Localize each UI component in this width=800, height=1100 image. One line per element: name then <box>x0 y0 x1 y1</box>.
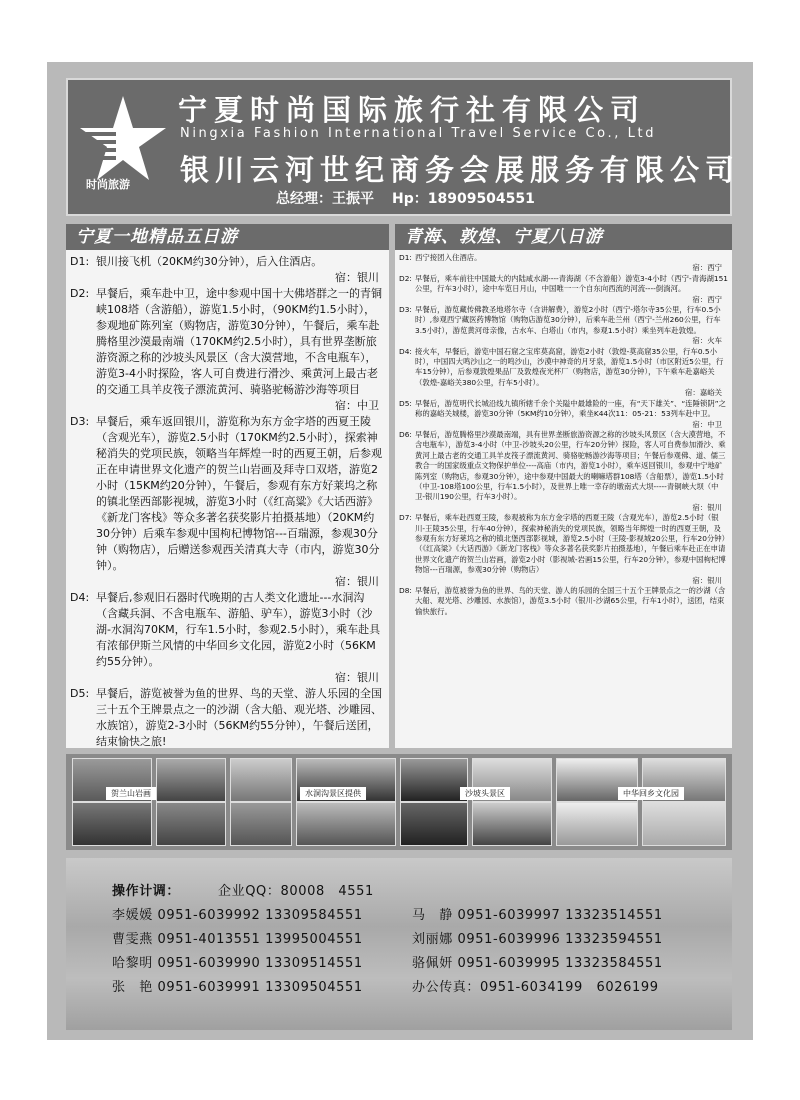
overnight-location: 宿：嘉峪关 <box>685 388 722 398</box>
photo-tile <box>472 802 552 846</box>
photo-caption: 中华回乡文化园 <box>618 787 684 800</box>
photo-tile <box>642 802 726 846</box>
manager-name: 总经理：王振平 <box>276 191 374 207</box>
day-description: 早餐后，游览被誉为鱼的世界、鸟的天堂、游人乐园的全国三十五个王牌景点之一的沙湖（含大船、观光塔、沙雕园、水族馆），游览2-3小时（56KM约55分钟），午餐后送团，结束愉快之旅! <box>96 687 382 748</box>
contact-mobile: 13309584551 <box>265 908 363 923</box>
day-description: 早餐后，游览明代长城沿线九镇所辖千余个关隘中最雄险的一座，有“天下雄关”、“连陲锁阴”之称的嘉峪关城楼，游览30分钟（5KM约10分钟），乘坐K44次11：05-21：53列车赴中卫。 <box>415 398 726 419</box>
photo-caption: 贺兰山岩画 <box>106 787 156 800</box>
day-label: D3: <box>399 305 412 315</box>
eight-day-itinerary <box>395 250 732 617</box>
overnight-location: 宿：银川 <box>692 502 722 512</box>
overnight-location: 宿：银川 <box>335 671 379 684</box>
photo-caption: 沙坡头景区 <box>460 787 510 800</box>
contact-row <box>112 928 363 947</box>
contact-mobile: 13323594551 <box>565 932 663 947</box>
contact-phone: 0951-6039992 <box>157 908 261 923</box>
photo-tile <box>230 758 292 802</box>
overnight-location: 宿：银川 <box>335 575 379 588</box>
header-banner <box>66 78 741 216</box>
overnight-location: 宿：中卫 <box>692 419 722 429</box>
overnight-location: 宿：西宁 <box>692 294 722 304</box>
fax-label: 办公传真： <box>412 980 481 995</box>
itinerary-day <box>399 253 728 263</box>
photo-tile <box>156 758 226 802</box>
contact-mobile: 13309514551 <box>265 956 363 971</box>
photo-tile <box>296 802 396 846</box>
photo-tile <box>230 802 292 846</box>
company2-name-cn: 银川云河世纪商务会展服务有限公司 <box>180 153 741 187</box>
overnight-location: 宿：银川 <box>335 271 379 284</box>
contact-phone: 0951-6039990 <box>157 956 261 971</box>
day-description: 早餐后，乘车返回银川，游览称为东方金字塔的西夏王陵（含观光车），游览2.5小时（170KM约2.5小时），探索神秘消失的党项民族，领略当年辉煌一时的西夏王朝，后参观正在申请世界文化遗产的贺兰山岩画及拜寺口双塔，游览2小时（15KM约20分钟），午餐后，参观有东方好莱坞之称的镇北堡西部影视城，游览3小时（《红高粱》《大话西游》《新龙门客栈》等众多著名获奖影片拍摄基地）（20KM约30分钟）后乘车参观中国枸杞博物馆---百瑞源，参观30分钟（购物店），后赠送参观西关清真大寺（市内，游览30分钟）。 <box>96 415 382 572</box>
contact-name: 刘丽娜 <box>412 932 453 947</box>
day-label: D4: <box>70 591 90 604</box>
five-day-tour-title: 宁夏一地精品五日游 <box>66 224 389 250</box>
contact-name: 马 静 <box>412 908 453 923</box>
day-label: D3: <box>70 415 90 428</box>
overnight-location: 宿：火车 <box>692 336 722 346</box>
photo-tile <box>400 802 468 846</box>
overnight-location: 宿：中卫 <box>335 399 379 412</box>
contact-phone: 0951-6039995 <box>457 956 561 971</box>
itinerary-day <box>399 430 728 503</box>
photo-tile <box>72 802 152 846</box>
itinerary-day <box>70 686 385 748</box>
five-day-tour-column <box>66 224 389 748</box>
contact-mobile: 13323584551 <box>565 956 663 971</box>
eight-day-tour-title: 青海、敦煌、宁夏八日游 <box>395 224 732 250</box>
contact-mobile: 13323514551 <box>565 908 663 923</box>
contact-row <box>412 952 663 971</box>
fax-row <box>412 976 659 995</box>
itinerary-day <box>70 590 385 670</box>
contact-name: 李媛媛 <box>112 908 153 923</box>
photo-strip <box>66 754 732 850</box>
day-description: 早餐后，游览腾格里沙漠最南端，具有世界垄断旅游资源之称的沙坡头风景区（含大漠营地，不含电瓶车），游览3-4小时（中卫-沙坡头20公里，行车20分钟）探险，客人可自费参加滑沙、乘黄河上最古老的交通工具羊皮筏子漂流黄河、骑骆驼畅游沙海等项目；午餐后参观佛、道、儒三教合一的国家级重点文物保护单位----高庙（市内，游览1小时），乘车返回银川，参观中宁地矿陈列室（购物店，参观30分钟），途中参观中国最大的喇嘛塔群108塔（含船票），游览1.5小时（中卫-108塔100公里，行车1.5小时），及世界上唯一幸存的墩南式大坝-----青铜峡大坝（中卫-银川190公里，行车3小时）。 <box>415 429 726 502</box>
manager-phone: Hp：18909504551 <box>392 191 535 207</box>
company-qq: 企业QQ：80008 4551 <box>218 884 374 899</box>
day-description: 早餐后，乘车赴西夏王陵，参观被称为东方金字塔的西夏王陵（含观光车），游览2.5小时（银川-王陵35公里，行车40分钟），探索神秘消失的党项民族，领略当年辉煌一时的西夏王朝，及参观有东方好莱坞之称的镇北堡西部影视城，游览2.5小时（王陵-影视城20公里，行车20分钟）（《红高粱》《大话西游》《新龙门客栈》等众多著名获奖影片拍摄基地），午餐后乘车赴正在申请世界文化遗产的贺兰山岩画，游览2小时（影视城-岩画15公里，行车20分钟），参观中国枸杞博物馆---百瑞源，参观30分钟（购物店） <box>415 513 726 575</box>
day-label: D1: <box>70 255 90 268</box>
day-description: 早餐后，游览藏传佛教圣地塔尔寺（含讲解费），游览2小时（西宁-塔尔寺35公里，行车0.5小时）,参观西宁藏医药博物馆（购物店游览30分钟），后乘车赴兰州（西宁-兰州260公里，行车3.5小时），游览黄河母亲像，古水车、白塔山（市内，参观1.5小时）乘坐列车赴敦煌。 <box>415 305 721 335</box>
operator-label: 操作计调： <box>112 884 181 899</box>
itinerary-day <box>70 254 385 270</box>
day-description: 银川接飞机（20KM约30分钟），后入住酒店。 <box>96 255 323 268</box>
itinerary-day <box>399 586 728 617</box>
overnight-location: 宿：银川 <box>692 575 722 585</box>
contact-phone: 0951-6039991 <box>157 980 261 995</box>
itinerary-day <box>399 274 728 295</box>
day-label: D5: <box>70 687 90 700</box>
contact-row <box>412 904 663 923</box>
itinerary-day <box>399 513 728 575</box>
photo-tile <box>400 758 468 802</box>
eight-day-tour-column <box>395 224 732 748</box>
overnight-location: 宿：西宁 <box>692 263 722 273</box>
day-description: 早餐后，乘车赴中卫，途中参观中国十大佛塔群之一的青铜峡108塔（含游船），游览1.5小时，（90KM约1.5小时），参观地矿陈列室（购物店，游览30分钟），午餐后，乘车赴腾格里沙漠最南端（170KM约2.5小时），具有世界垄断旅游资源之称的沙坡头风景区（含大漠营地，不含电瓶车），游览3-4小时探险，客人可自费进行滑沙、乘黄河上最古老的交通工具羊皮筏子漂流黄河、骑骆驼畅游沙海等项目 <box>96 287 382 396</box>
itinerary-day <box>399 399 728 420</box>
contact-panel <box>66 858 732 1030</box>
contact-name: 骆佩妍 <box>412 956 453 971</box>
itinerary-day <box>70 414 385 574</box>
contact-name: 哈黎明 <box>112 956 153 971</box>
itinerary-day <box>399 347 728 389</box>
photo-caption: 水洞沟景区提供 <box>300 787 366 800</box>
day-label: D2: <box>399 273 412 283</box>
company-name-en: Ningxia Fashion International Travel Service Co., Ltd <box>180 126 657 141</box>
contact-name: 张 艳 <box>112 980 153 995</box>
day-label: D7: <box>399 513 412 523</box>
contact-row <box>112 976 363 995</box>
contact-mobile: 13309504551 <box>265 980 363 995</box>
contact-row <box>112 904 363 923</box>
contact-mobile: 13995004551 <box>265 932 363 947</box>
five-day-itinerary <box>66 250 389 748</box>
photo-tile <box>556 802 638 846</box>
logo-label: 时尚旅游 <box>86 178 130 191</box>
contact-name: 曹雯燕 <box>112 932 153 947</box>
fax-number: 0951-6034199 6026199 <box>480 980 659 995</box>
day-description: 接火车，早餐后，游览中国石窟之宝库莫高窟，游览2小时（敦煌-莫高窟35公里，行车0.5小时），中国四大鸣沙山之一的鸣沙山，沙漠中神奇的月牙泉，游览1.5小时（市区附近5公里，行车15分钟），后参观敦煌果品厂及敦煌夜光杯厂（购物店，游览30分钟），下午乘车赴嘉峪关（敦煌-嘉峪关380公里，行车5小时）。 <box>415 346 724 387</box>
day-description: 早餐后,参观旧石器时代晚期的古人类文化遗址---水洞沟（含藏兵洞、不含电瓶车、游船、驴车），游览3小时（沙湖-水洞沟70KM，行车1.5小时，参观2.5小时），乘车赴具有浓郁伊斯兰风情的中华回乡文化园，游览2小时（56KM约55分钟）。 <box>96 591 381 668</box>
day-label: D5: <box>399 398 412 408</box>
day-description: 西宁接团入住酒店。 <box>415 253 482 262</box>
day-label: D1: <box>399 253 412 262</box>
contact-phone: 0951-4013551 <box>157 932 261 947</box>
day-label: D8: <box>399 586 412 595</box>
day-description: 早餐后，游览被誉为鱼的世界、鸟的天堂、游人的乐园的全国三十五个王牌景点之一的沙湖（含大船、观光塔、沙雕园、水族馆），游览3.5小时（银川-沙湖65公里，行车1小时），送团，结束愉快旅行。 <box>415 586 726 616</box>
contact-row <box>112 952 363 971</box>
day-label: D2: <box>70 287 90 300</box>
manager-line <box>276 188 535 208</box>
itinerary-day <box>70 286 385 398</box>
itinerary-day <box>399 305 728 336</box>
photo-tile <box>156 802 226 846</box>
day-label: D6: <box>399 429 412 439</box>
day-label: D4: <box>399 346 412 356</box>
contact-phone: 0951-6039997 <box>457 908 561 923</box>
contact-row <box>412 928 663 947</box>
day-description: 早餐后，乘车前往中国最大的内陆咸水湖----青海湖（不含游船）游览3-4小时（西宁-青海湖151公里，行车3小时），途中车览日月山，中国唯一一个自东向西流的河流----倒淌河。 <box>415 273 728 294</box>
contact-phone: 0951-6039996 <box>457 932 561 947</box>
company-name-cn: 宁夏时尚国际旅行社有限公司 <box>178 93 647 127</box>
